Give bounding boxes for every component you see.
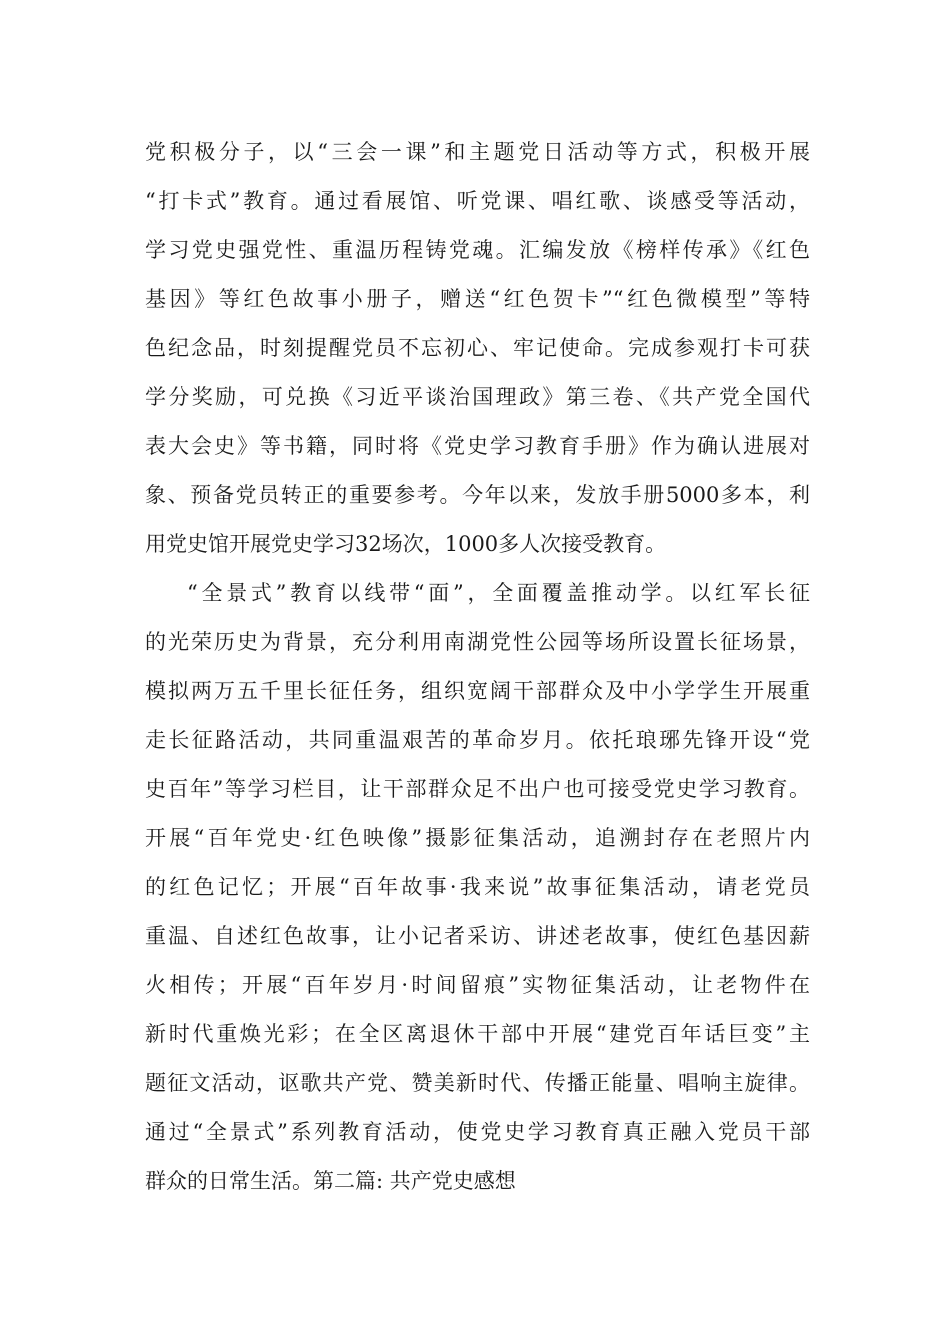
text-line-7: 表大会史》等书籍，同时将《党史学习教育手册》作为确认进展对 <box>145 434 810 458</box>
text-line-10: “全景式”教育以线带“面”，全面覆盖推动学。以红军长征 <box>187 581 810 605</box>
text-line-15: 开展“百年党史·红色映像”摄影征集活动，追溯封存在老照片内 <box>145 826 810 850</box>
text-line-17: 重温、自述红色故事，让小记者采访、讲述老故事，使红色基因薪 <box>145 924 810 948</box>
text-line-8: 象、预备党员转正的重要参考。今年以来，发放手册5000多本，利 <box>145 483 810 507</box>
text-line-21: 通过“全景式”系列教育活动，使党史学习教育真正融入党员干部 <box>145 1120 810 1144</box>
text-line-2: “打卡式”教育。通过看展馆、听党课、唱红歌、谈感受等活动， <box>145 189 810 213</box>
text-line-5: 色纪念品，时刻提醒党员不忘初心、牢记使命。完成参观打卡可获 <box>145 336 810 360</box>
text-line-20: 题征文活动，讴歌共产党、赞美新时代、传播正能量、唱响主旋律。 <box>145 1071 810 1095</box>
text-line-19: 新时代重焕光彩；在全区离退休干部中开展“建党百年话巨变”主 <box>145 1022 810 1046</box>
text-line-16: 的红色记忆；开展“百年故事·我来说”故事征集活动，请老党员 <box>145 875 810 899</box>
text-line-12: 模拟两万五千里长征任务，组织宽阔干部群众及中小学学生开展重 <box>145 679 810 703</box>
text-line-3: 学习党史强党性、重温历程铸党魂。汇编发放《榜样传承》《红色 <box>145 238 810 262</box>
text-line-9: 用党史馆开展党史学习32场次，1000多人次接受教育。 <box>145 532 667 556</box>
text-line-18: 火相传；开展“百年岁月·时间留痕”实物征集活动，让老物件在 <box>145 973 810 997</box>
body-text <box>145 128 810 1206</box>
text-line-1: 党积极分子，以“三会一课”和主题党日活动等方式，积极开展 <box>145 140 810 164</box>
text-line-14: 史百年”等学习栏目，让干部群众足不出户也可接受党史学习教育。 <box>145 777 810 801</box>
text-line-13: 走长征路活动，共同重温艰苦的革命岁月。依托琅琊先锋开设“党 <box>145 728 810 752</box>
text-line-6: 学分奖励，可兑换《习近平谈治国理政》第三卷、《共产党全国代 <box>145 385 810 409</box>
text-line-4: 基因》等红色故事小册子，赠送“红色贺卡”“红色微模型”等特 <box>145 287 810 311</box>
text-line-22: 群众的日常生活。第二篇: 共产党史感想 <box>145 1169 516 1193</box>
text-line-11: 的光荣历史为背景，充分利用南湖党性公园等场所设置长征场景， <box>145 630 810 654</box>
